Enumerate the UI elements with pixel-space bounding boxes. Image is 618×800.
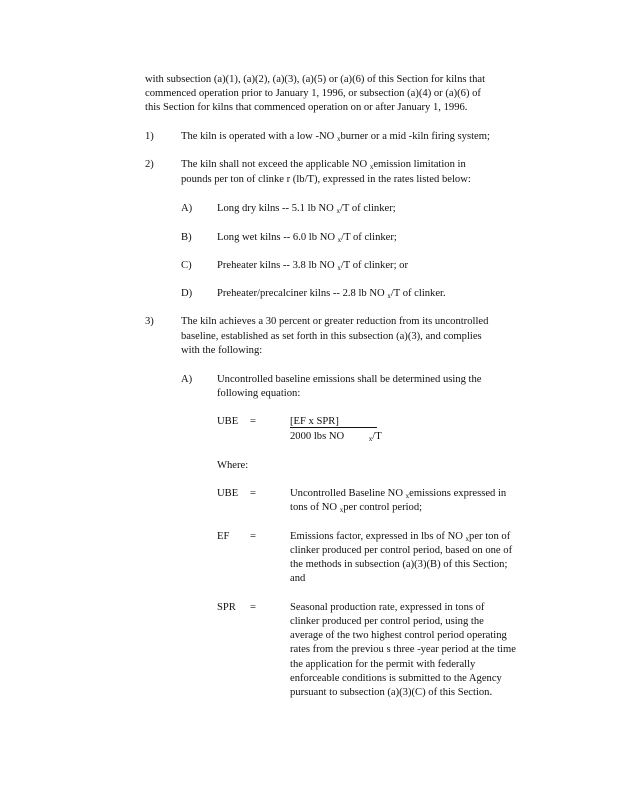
text-run: /T of clinker. — [390, 288, 446, 299]
text-run: Uncontrolled Baseline NO — [290, 488, 406, 499]
subscript: x — [465, 535, 470, 543]
subitem-text: following equation: — [217, 388, 301, 399]
subscript: x — [337, 264, 341, 272]
item-text: baseline, established as set forth in this subsection (a)(3), and complies — [181, 331, 482, 342]
subscript: x — [336, 207, 340, 215]
subitem-text — [217, 259, 408, 275]
subscript: x — [369, 163, 374, 171]
equation-numerator: [EF x SPR] — [290, 416, 339, 427]
definition-text — [290, 501, 422, 517]
text-run: tons of NO — [290, 502, 340, 513]
text-run: /T of clinker; — [341, 232, 397, 243]
definition-text: and — [290, 573, 306, 584]
text-run: per ton of — [469, 531, 511, 542]
text-run: 2000 lbs NO — [290, 431, 347, 442]
text-run: Long dry kilns -- 5.1 lb NO — [217, 203, 337, 214]
definition-text: rates from the previou s three -year period at the time — [290, 644, 516, 655]
definition-text: clinker produced per control period, using the — [290, 616, 484, 627]
definition-equals: = — [250, 488, 256, 499]
text-run: burner or a mid -kiln firing system; — [340, 131, 490, 142]
item-text — [181, 158, 466, 174]
equation-equals: = — [250, 416, 256, 427]
text-run: /T — [372, 431, 382, 442]
subitem-text — [217, 287, 446, 303]
subitem-text: Uncontrolled baseline emissions shall be determined using the — [217, 374, 482, 385]
subscript: x — [337, 236, 342, 244]
fraction-bar — [290, 427, 377, 428]
intro-line: with subsection (a)(1), (a)(2), (a)(3), (a)(5) or (a)(6) of this Section for kilns that — [145, 74, 486, 85]
text-run: /T of clinker; — [339, 203, 396, 214]
definition-text: clinker produced per control period, based on one of — [290, 545, 513, 556]
text-run: Preheater/precalciner kilns -- 2.8 lb NO — [217, 288, 388, 299]
subitem-letter: C) — [181, 260, 192, 271]
item-text: with the following: — [181, 345, 263, 356]
subitem-letter: D) — [181, 288, 193, 299]
text-run: The kiln shall not exceed the applicable NO — [181, 159, 370, 170]
subscript: x — [336, 135, 341, 143]
item-text: pounds per ton of clinke r (lb/T), expressed in the rates listed below: — [181, 174, 471, 185]
item-text: The kiln achieves a 30 percent or greater reduction from its uncontrolled — [181, 316, 489, 327]
text-run: Long wet kilns -- 6.0 lb NO — [217, 232, 338, 243]
subitem-text — [217, 231, 397, 247]
text-run: /T of clinker; or — [340, 260, 409, 271]
subitem-letter: A) — [181, 374, 193, 385]
definition-text: the methods in subsection (a)(3)(B) of this Section; — [290, 559, 508, 570]
definition-equals: = — [250, 602, 256, 613]
definition-term: UBE — [217, 488, 239, 499]
subitem-letter: A) — [181, 203, 193, 214]
subscript: x — [368, 435, 373, 443]
intro-paragraph — [145, 73, 530, 115]
text-run: Emissions factor, expressed in lbs of NO — [290, 531, 466, 542]
equation-lhs: UBE — [217, 416, 239, 427]
item-text — [181, 130, 490, 146]
text-run: emissions expressed in — [409, 488, 507, 499]
text-run: per control period; — [343, 502, 423, 513]
definition-text: Seasonal production rate, expressed in tons of — [290, 602, 485, 613]
definition-equals: = — [250, 531, 256, 542]
where-label: Where: — [217, 460, 249, 471]
text-run: The kiln is operated with a low -NO — [181, 131, 337, 142]
item-number: 1) — [145, 131, 154, 142]
intro-line: commenced operation prior to January 1, 1996, or subsection (a)(4) or (a)(6) of — [145, 88, 481, 99]
subscript: x — [405, 492, 410, 500]
definition-text: pursuant to subsection (a)(3)(C) of this Section. — [290, 687, 493, 698]
definition-text: average of the two highest control period operating — [290, 630, 507, 641]
subscript: x — [387, 292, 391, 300]
definition-text: the application for the permit with federally — [290, 659, 476, 670]
item-number: 3) — [145, 316, 154, 327]
text-run: emission limitation in — [373, 159, 466, 170]
definition-text: enforceable conditions is submitted to the Agency — [290, 673, 502, 684]
intro-line: this Section for kilns that commenced operation on or after January 1, 1996. — [145, 102, 468, 113]
subitem-letter: B) — [181, 232, 192, 243]
subscript: x — [339, 506, 344, 514]
item-number: 2) — [145, 159, 154, 170]
equation-denominator — [290, 430, 382, 446]
text-run: Preheater kilns -- 3.8 lb NO — [217, 260, 338, 271]
definition-term: SPR — [217, 602, 236, 613]
definition-term: EF — [217, 531, 230, 542]
subitem-text — [217, 202, 396, 218]
